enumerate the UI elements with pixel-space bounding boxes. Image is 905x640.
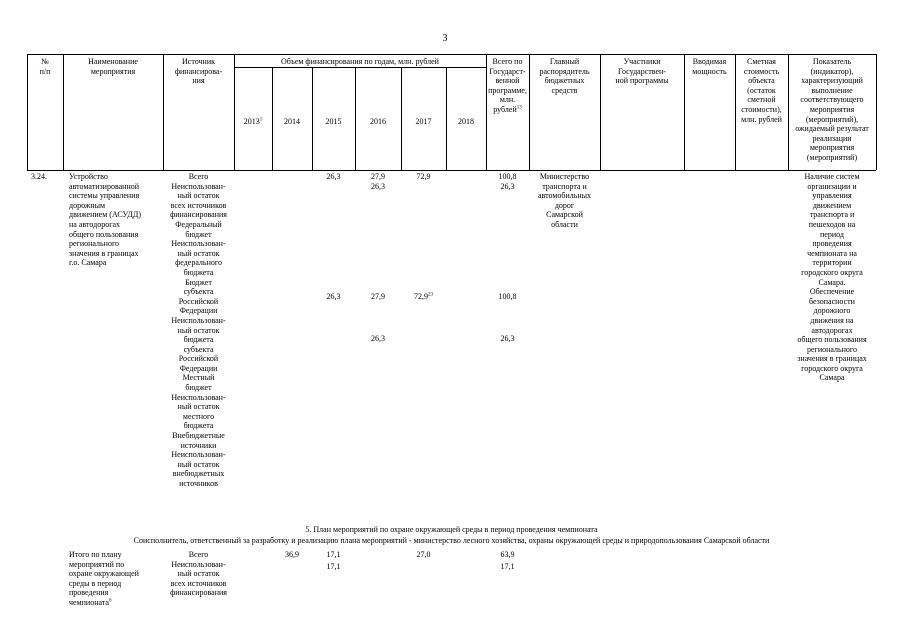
header-col-participants: Участники Государствен- ной программы — [615, 57, 669, 86]
header-year-2014: 2014 — [284, 117, 300, 126]
row-324-total-2016: 27,9 — [371, 172, 385, 181]
header-col-total: Всего по Государст- венной программе, млн. рублей$^{13}$ — [488, 57, 527, 114]
row-324-name: Устройство автоматизированной системы управления дорожным движением (АСУДД) на автодорогах общего пользования регионального значения в границах г.о. Самара — [69, 172, 141, 268]
row-324-source-column: Всего Неиспользован- ный остаток всех источников финансирования Федеральный бюджет Неиспользован- ный остаток федерального бюджета Бюджет субъекта Российской Федерации Неиспользован- ный остаток бюджета субъекта Российской Федерации Местный бюджет Неиспользован- ный остаток местного бюджета Внебюджетные источники Неиспользован- ный остаток внебюджетных источников — [170, 172, 227, 488]
row-324-admin: Министерство транспорта и автомобильных дорог Самарской области — [537, 172, 592, 229]
section-5-title: 5. План мероприятий по охране окружающей среды в период проведения чемпионата — [305, 525, 598, 534]
header-col-cost: Сметная стоимость объекта (остаток сметной стоимости), млн. рублей — [741, 57, 782, 124]
row-324-unused-all-2016: 26,3 — [371, 182, 385, 191]
row-total5-unused-sum: 17,1 — [500, 562, 515, 571]
row-total5-name: Итого по плану мероприятий по охране окружающей среды в период проведения чемпионата$^6$ — [69, 550, 139, 607]
row-324-total-2015: 26,3 — [326, 172, 341, 181]
header-year-2013: 2013$^1$ — [243, 117, 263, 126]
header-year-2016: 2016 — [370, 117, 386, 126]
row-324-subject-2016: 27,9 — [371, 292, 385, 301]
header-year-2017: 2017 — [415, 117, 432, 126]
header-col-capacity: Вводимая мощность — [692, 57, 727, 76]
header-col-source: Источник финансирова- ния — [174, 57, 223, 86]
page-number: 3 — [442, 33, 448, 44]
row-324-number: 3.24. — [31, 172, 47, 181]
header-year-2015: 2015 — [325, 117, 342, 126]
row-324-unused-subject-sum: 26,3 — [500, 334, 515, 343]
header-col-name: Наименование мероприятия — [88, 57, 138, 76]
row-total5-source-column: Всего Неиспользован- ный остаток всех источников финансирования — [170, 550, 227, 598]
header-col-admin: Главный распорядитель бюджетных средств — [539, 57, 590, 95]
header-col-number: № п/п — [39, 57, 51, 76]
row-total5-2014: 36,9 — [285, 550, 299, 559]
header-col-funding: Объем финансирования по годам, млн. рублей — [281, 57, 439, 66]
row-324-indicator: Наличие систем организации и управления движением транспорта и пешеходов на период проведения чемпионата на территории городского округа Самара. Обеспечение безопасности дорожного движения на автодорогах общего пользования регионального значения в границах городского округа Самара — [797, 172, 867, 383]
row-324-unused-all-sum: 26,3 — [500, 182, 515, 191]
header-col-indicator: Показатель (индикатор), характеризующий выполнение соответствующего мероприятия (мероприятий), ожидаемый результат реализации мероприятия (мероприятий) — [795, 57, 869, 162]
row-total5-unused-2015: 17,1 — [326, 562, 341, 571]
section-5-subtitle: Соисполнитель, ответственный за разработку и реализацию плана мероприятий - министерство лесного хозяйства, охраны окружающей среды и природопользования Самарской области — [133, 536, 770, 545]
row-324-subject-2017: 72,9$^{23}$ — [414, 292, 433, 301]
row-total5-sum: 63,9 — [500, 550, 515, 559]
row-total5-2015: 17,1 — [326, 550, 341, 559]
row-324-subject-2015: 26,3 — [326, 292, 341, 301]
row-total5-2017: 27,0 — [416, 550, 431, 559]
row-324-total-sum: 100,8 — [498, 172, 517, 181]
row-324-total-2017: 72,9 — [416, 172, 431, 181]
row-324-unused-subject-2016: 26,3 — [371, 334, 385, 343]
row-324-subject-sum: 100,8 — [498, 292, 517, 301]
header-year-2018: 2018 — [458, 117, 474, 126]
